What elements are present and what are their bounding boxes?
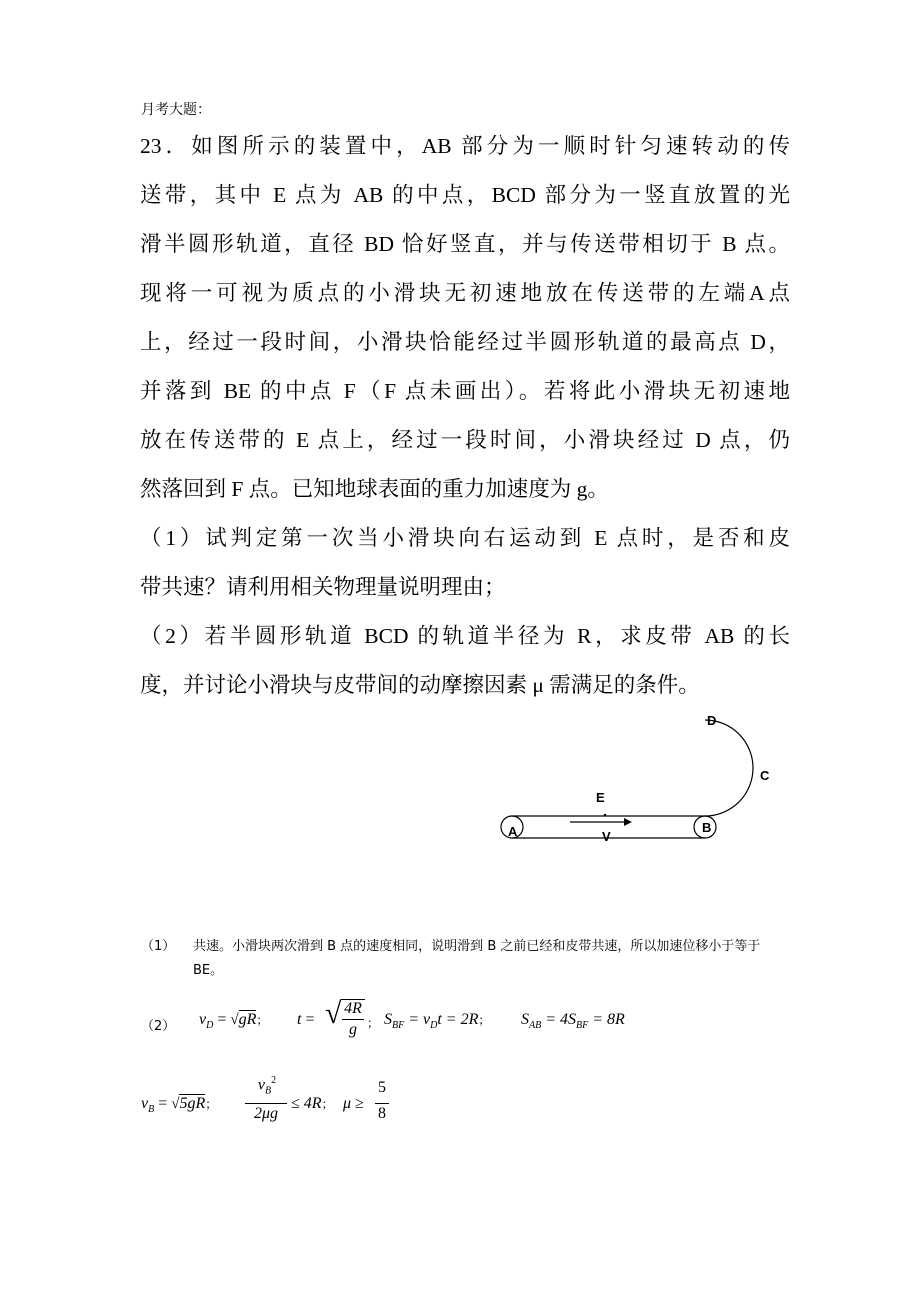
problem-line: 送带，其中 E 点为 AB 的中点，BCD 部分为一竖直放置的光 (140, 183, 790, 207)
formula-mu: μ ≥ (343, 1095, 364, 1112)
ineq-rhs: ≤ 4R； (291, 1095, 334, 1112)
formula-sbf: $S_{BF} = v_Dt = 2R$； (384, 1011, 491, 1032)
problem-line: 并落到 BE 的中点 F（F 点未画出）。若将此小滑块无初速地 (140, 379, 790, 403)
ineq-numerator: $v_B^2$ (257, 1075, 277, 1097)
page-label: 月考大题： (141, 102, 211, 118)
label-v: V (602, 829, 611, 844)
solution (141, 935, 791, 1135)
problem-line: 滑半圆形轨道，直径 BD 恰好竖直，并与传送带相切于 B 点。 (140, 232, 790, 256)
sqrt-sign: √ (325, 997, 342, 1030)
mu-numerator: 5 (378, 1079, 386, 1096)
conveyor-diagram (492, 705, 782, 855)
ineq-fraction-bar (245, 1103, 287, 1104)
label-a: A (508, 824, 518, 839)
formula-t: t = (297, 1011, 315, 1028)
label-d: D (707, 713, 717, 728)
problem-statement (140, 122, 790, 710)
problem-line: 23．如图所示的装置中，AB 部分为一顺时针匀速转动的传 (140, 134, 790, 158)
t-numerator: 4R (341, 999, 365, 1018)
solution-part2 (141, 997, 791, 1067)
problem-line: 现将一可视为质点的小滑块无初速地放在传送带的左端A点 (140, 281, 790, 305)
problem-line: 放在传送带的 E 点上，经过一段时间，小滑块经过 D 点，仍 (140, 428, 790, 452)
label-b: B (702, 820, 712, 835)
label-e: E (596, 790, 605, 805)
problem-line: （2）若半圆形轨道 BCD 的轨道半径为 R，求皮带 AB 的长 (140, 624, 790, 648)
arrow-head (624, 818, 632, 826)
formula-vb: $v_B = √5gR$； (141, 1095, 218, 1116)
part2-number: （2） (141, 1019, 176, 1034)
problem-line: 带共速？请利用相关物理量说明理由； (140, 575, 506, 599)
part1-text: 共速。小滑块两次滑到 B 点的速度相同，说明滑到 B 之前已经和皮带共速，所以加速位移小于等于 BE。 (193, 939, 761, 978)
ineq-denominator: 2μg (253, 1105, 279, 1122)
problem-line: 然落回到 F 点。已知地球表面的重力加速度为 g。 (140, 477, 609, 501)
solution-part2-line2 (141, 1075, 791, 1135)
t-denominator: g (349, 1021, 357, 1038)
mu-fraction-bar (375, 1103, 389, 1104)
mu-denominator: 8 (378, 1105, 386, 1122)
label-c: C (760, 768, 770, 783)
problem-line: （1）试判定第一次当小滑块向右运动到 E 点时，是否和皮 (140, 526, 790, 550)
t-fraction-bar (342, 1019, 364, 1020)
point-e-dot (604, 814, 606, 816)
solution-part1 (141, 935, 791, 983)
separator: ； (367, 1016, 380, 1030)
formula-sab: $S_{AB} = 4S_{BF} = 8R$ (521, 1011, 625, 1032)
formula-vd: $v_D = √gR$； (199, 1011, 269, 1032)
semicircle-track (705, 720, 753, 816)
problem-line: 上，经过一段时间，小滑块恰能经过半圆形轨道的最高点 D， (140, 330, 790, 354)
problem-line: 度，并讨论小滑块与皮带间的动摩擦因素 μ 需满足的条件。 (140, 673, 700, 697)
part1-number: （1） (141, 939, 176, 954)
